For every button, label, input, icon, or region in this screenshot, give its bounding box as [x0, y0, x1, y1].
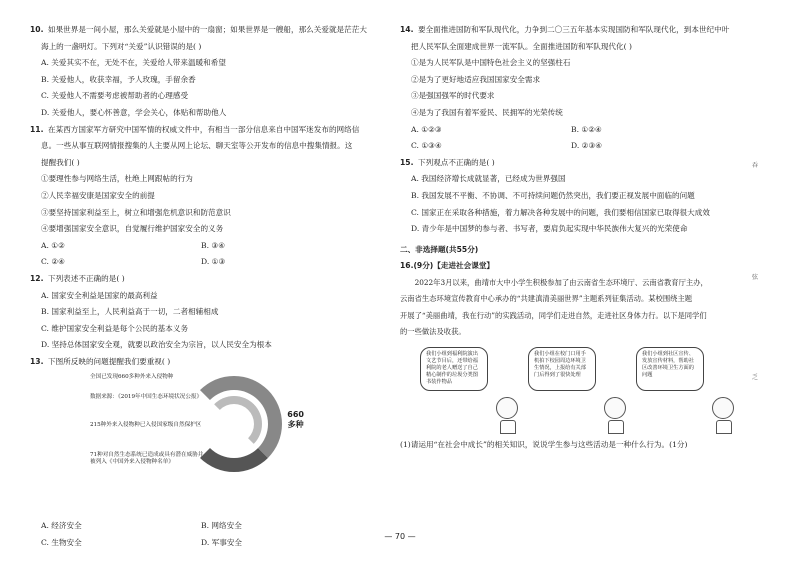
- option-a[interactable]: A. ①②③: [411, 124, 442, 134]
- question-stem: 下列表述不正确的是( ): [48, 273, 125, 283]
- option-c[interactable]: C. 生物安全: [41, 538, 82, 548]
- question-number: 12.: [30, 273, 44, 283]
- margin-mark: 弦: [752, 274, 759, 281]
- option-a[interactable]: A. 我国经济增长成就显著，已经成为世界强国: [411, 174, 566, 184]
- speech-bubble-1: 我们小组到福利院演出文艺节目后，还带给福利院的老人赠送了自己精心制作的垃圾分类图书装作物品: [420, 347, 488, 391]
- speech-bubble-3: 我们小组到社区宣传、发放宣传材料，帮助社区改善环境卫生方面的问题: [636, 347, 704, 391]
- question-16: [400, 258, 740, 453]
- infographic-highlight: 660 多种: [287, 410, 304, 430]
- option-d[interactable]: D. 军事安全: [201, 538, 243, 548]
- question-stem: 把人民军队全面建成世界一流军队。全面推进国防和军队现代化( ): [411, 41, 632, 51]
- page-number: — 70 —: [384, 532, 416, 541]
- statement-3: ③是强国强军的时代要求: [411, 91, 495, 101]
- statement-2: ②是为了更好地适应我国国家安全需求: [411, 74, 541, 84]
- statement-1: ①是为人民军队是中国特色社会主义的坚强柱石: [411, 58, 571, 68]
- section-heading: 二、非选择题(共55分): [400, 244, 479, 254]
- question-number: 11.: [30, 124, 44, 134]
- option-d[interactable]: D. ①③: [201, 257, 226, 267]
- question-stem: 提醒我们( ): [41, 157, 80, 167]
- option-c[interactable]: C. ①③④: [411, 141, 442, 151]
- passage-line: 的一些做法及收获。: [400, 327, 466, 337]
- question-number: 14.: [400, 25, 414, 34]
- question-10: [30, 22, 382, 122]
- option-c[interactable]: C. 关爱他人不需要考虑被帮助者的心理感受: [41, 91, 189, 101]
- student-figure-3: [712, 397, 734, 419]
- option-b[interactable]: B. ①②④: [571, 124, 602, 134]
- margin-mark: 吞: [752, 162, 759, 169]
- student-figure-1: [496, 397, 518, 419]
- option-d[interactable]: D. 坚持总体国家安全观，就要以政治安全为宗旨，以人民安全为根本: [41, 340, 272, 350]
- question-13: [30, 354, 382, 552]
- option-b[interactable]: B. 国家利益至上，人民利益高于一切，二者相辅相成: [41, 307, 219, 317]
- option-a[interactable]: A. 国家安全利益是国家的最高利益: [41, 290, 158, 300]
- invasive-species-infographic: [90, 372, 310, 516]
- passage-line: 2022年3月以来，曲靖市大中小学生积极参加了由云南省生态环境厅、云南省教育厅主办，: [414, 277, 708, 287]
- speech-bubble-2: 我们小组在校门口用手机拍下校园周边环境卫生情况，上报给有关部门后得到了很快处理: [528, 347, 596, 391]
- question-number: 10.: [30, 25, 44, 34]
- option-b[interactable]: B. 我国发展不平衡、不协调、不可持续问题仍然突出，我们要正视发展中面临的问题: [411, 190, 695, 200]
- question-stem: 如果世界是一间小屋，那么关爱就是小屋中的一扇窗；如果世界是一艘船，那么关爱就是茫茫大: [48, 25, 367, 34]
- infographic-text-3: 71种对自然生态系统已造成或具有潜在威胁并被列入《中国外来入侵物种名单》: [90, 452, 204, 466]
- passage-line: 开展了“美丽曲靖，我在行动”的实践活动，同学们走进自然，走进社区身体力行。以下是同学们: [400, 310, 707, 320]
- option-b[interactable]: B. 关爱他人，收获幸福，予人玫瑰，手留余香: [41, 74, 196, 84]
- option-b[interactable]: B. 网络安全: [201, 521, 242, 531]
- sub-question-1: (1)请运用“在社会中成长”的相关知识，说说学生参与这些活动是一种什么行为。(1分): [400, 439, 688, 449]
- question-stem: 下列观点不正确的是( ): [418, 157, 495, 167]
- student-figure-2: [604, 397, 626, 419]
- question-stem: 下图所反映的问题提醒我们要重视( ): [48, 356, 171, 366]
- right-column: [400, 22, 740, 453]
- option-b[interactable]: B. ③④: [201, 240, 226, 250]
- statement-2: ②人民幸福安康是国家安全的前提: [41, 190, 155, 200]
- question-number: 15.: [400, 157, 414, 167]
- statement-4: ④是为了我国有着军爱民、民拥军的光荣传统: [411, 107, 563, 117]
- passage-line: 云南省生态环境宣传教育中心承办的“共建滇清美丽世界”主题系列征集活动。某校围绕主题: [400, 294, 693, 304]
- option-d[interactable]: D. 关爱他人，要心怀善意，学会关心，体贴和帮助他人: [41, 107, 227, 117]
- left-column: [30, 22, 382, 552]
- option-a[interactable]: A. 关爱其实不在，无处不在，关爱给人带来温暖和希望: [41, 58, 226, 68]
- statement-3: ③要坚持国家利益至上，树立和增强危机意识和防范意识: [41, 207, 231, 217]
- option-a[interactable]: A. ①②: [41, 240, 65, 250]
- question-14: [400, 22, 740, 155]
- student-speech-illustration: [400, 345, 740, 433]
- question-number: 13.: [30, 356, 44, 366]
- question-stem: 要全面推进国防和军队现代化，力争到二〇三五年基本实现国防和军队现代化，到本世纪中叶: [418, 25, 730, 34]
- question-stem: 在某西方国家军方研究中国军情的权威文件中，有相当一部分信息来自中国军迷发布的网络信: [48, 124, 360, 134]
- option-d[interactable]: D. ②③④: [571, 141, 603, 151]
- question-stem: 息。一些从事互联网情报搜集的人主要从网上论坛、聊天室等公开发布的信息中搜集情报。这: [41, 141, 353, 151]
- infographic-source: 数据来源：《2019年中国生态环境状况公报》: [90, 394, 203, 401]
- statement-1: ①要理性参与网络生活，杜绝上网跟帖的行为: [41, 174, 193, 184]
- infographic-text-1: 全国已发现660多种外来入侵物种: [90, 374, 174, 381]
- statement-4: ④要增强国家安全意识，自觉履行维护国家安全的义务: [41, 224, 224, 234]
- question-11: [30, 122, 382, 271]
- option-c[interactable]: C. 维护国家安全利益是每个公民的基本义务: [41, 323, 189, 333]
- question-15: [400, 155, 740, 238]
- option-c[interactable]: C. ②④: [41, 257, 65, 267]
- question-stem: 海上的一盏明灯。下列对“关爱”认识错误的是( ): [41, 41, 202, 51]
- option-d[interactable]: D. 青少年是中国梦的参与者、书写者，要肩负起实现中华民族伟大复兴的光荣使命: [411, 224, 688, 234]
- margin-mark: 乏: [752, 374, 759, 381]
- question-12: [30, 271, 382, 354]
- question-16-heading: 16.(9分)【走进社会课堂】: [400, 261, 495, 271]
- infographic-text-2: 215种外来入侵物种已入侵国家级自然保护区: [90, 422, 202, 429]
- option-a[interactable]: A. 经济安全: [41, 521, 82, 531]
- option-c[interactable]: C. 国家正在采取各种措施，着力解决各种发展中的问题，我们要相信国家已取得很大成效: [411, 207, 710, 217]
